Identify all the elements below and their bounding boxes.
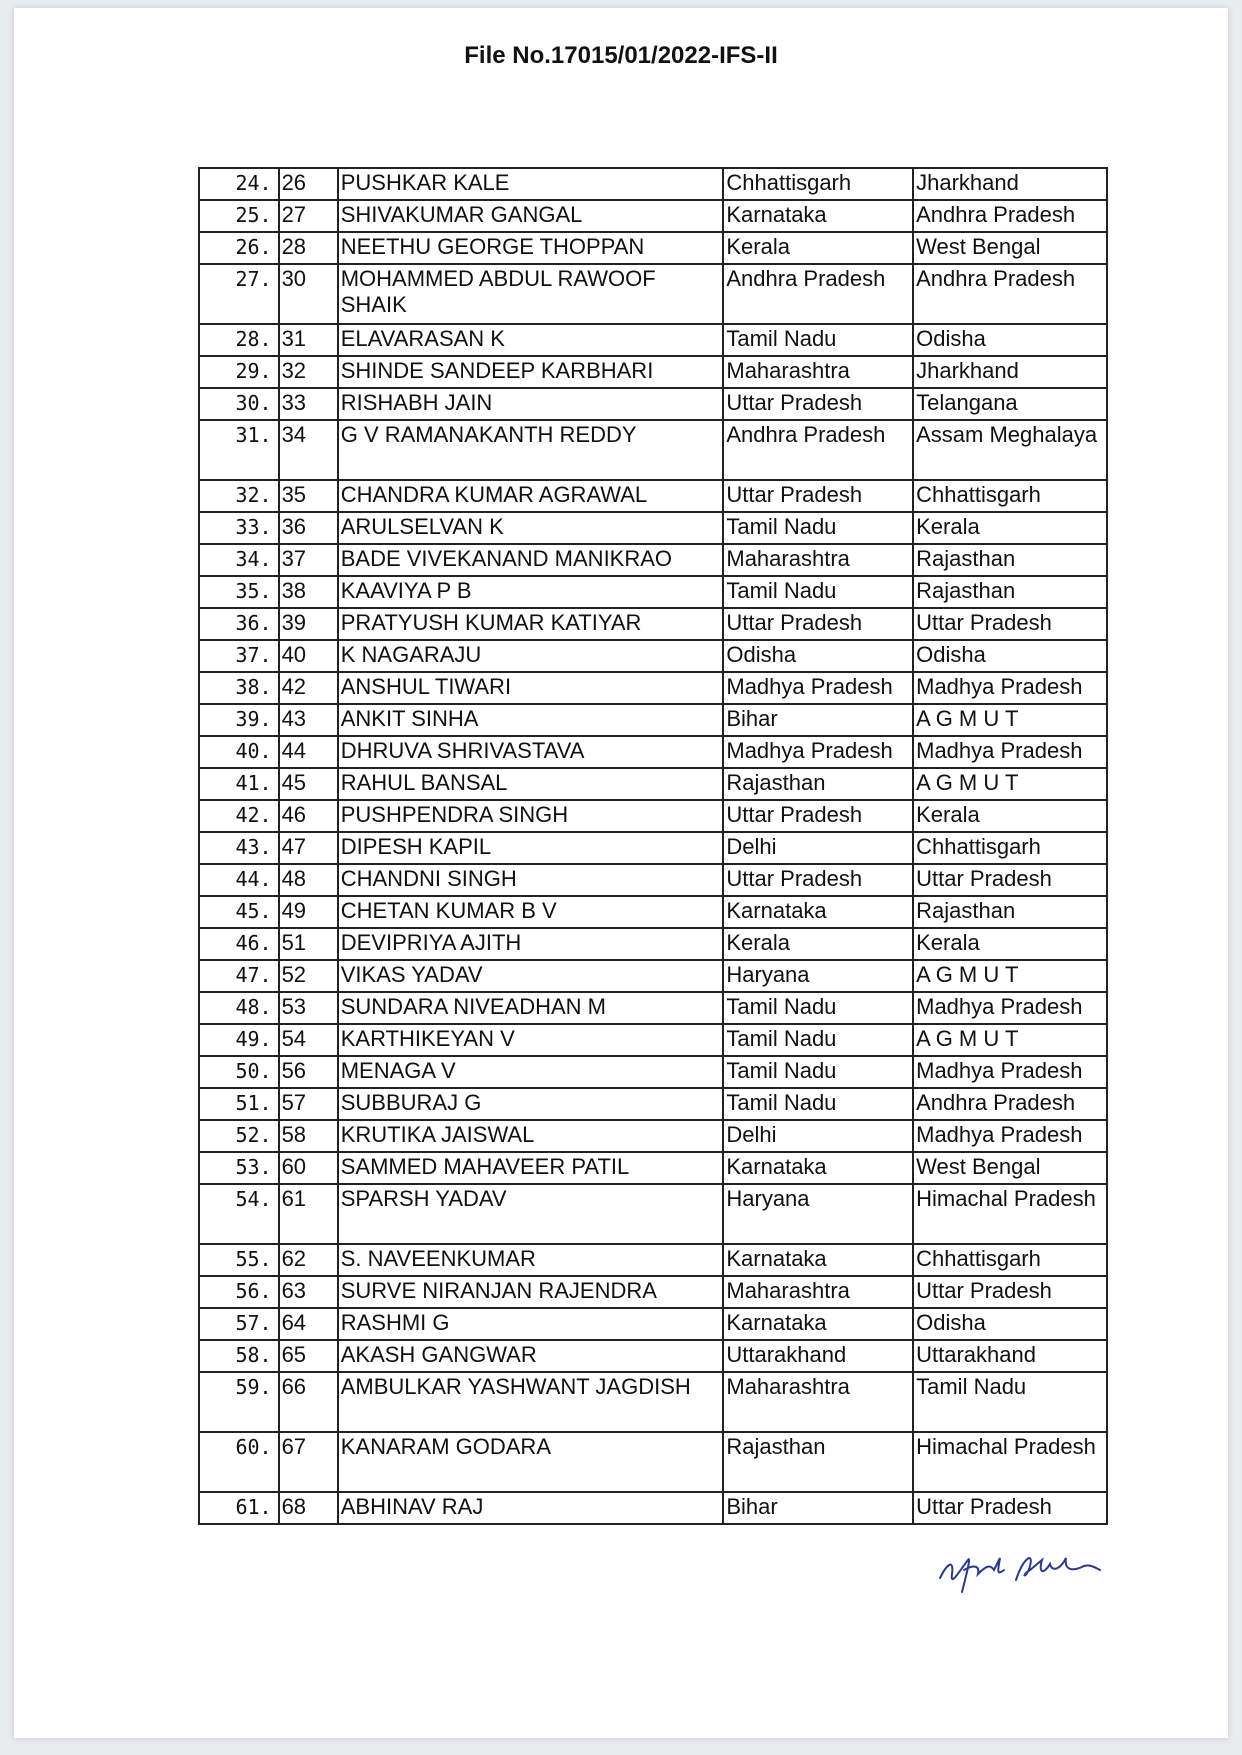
table-row — [199, 672, 1107, 704]
table-row — [199, 264, 1107, 324]
table-row — [199, 480, 1107, 512]
allocated-cadre-cell: A G M U T — [913, 704, 1107, 736]
serial-number-cell: 25. — [199, 200, 279, 232]
home-state-cell: Tamil Nadu — [723, 1024, 913, 1056]
table-row — [199, 704, 1107, 736]
serial-number-cell: 48. — [199, 992, 279, 1024]
home-state-cell: Maharashtra — [723, 1372, 913, 1432]
allocated-cadre-cell: A G M U T — [913, 768, 1107, 800]
table-row — [199, 1244, 1107, 1276]
candidate-name-cell: G V RAMANAKANTH REDDY — [338, 420, 724, 480]
table-row — [199, 928, 1107, 960]
candidate-name-cell: ANKIT SINHA — [338, 704, 724, 736]
home-state-cell: Andhra Pradesh — [723, 420, 913, 480]
allocated-cadre-cell: West Bengal — [913, 1152, 1107, 1184]
home-state-cell: Karnataka — [723, 1152, 913, 1184]
allocated-cadre-cell: Madhya Pradesh — [913, 992, 1107, 1024]
home-state-cell: Maharashtra — [723, 356, 913, 388]
candidate-name-cell: SAMMED MAHAVEER PATIL — [338, 1152, 724, 1184]
allocated-cadre-cell: Telangana — [913, 388, 1107, 420]
rank-cell: 60 — [279, 1152, 338, 1184]
table-row — [199, 1432, 1107, 1492]
serial-number-cell: 40. — [199, 736, 279, 768]
rank-cell: 38 — [279, 576, 338, 608]
rank-cell: 53 — [279, 992, 338, 1024]
file-number-heading: File No.17015/01/2022-IFS-II — [464, 42, 778, 69]
candidate-name-cell: ANSHUL TIWARI — [338, 672, 724, 704]
allocated-cadre-cell: Madhya Pradesh — [913, 672, 1107, 704]
rank-cell: 63 — [279, 1276, 338, 1308]
allocation-table-body — [199, 168, 1107, 1524]
candidate-name-cell: ARULSELVAN K — [338, 512, 724, 544]
rank-cell: 31 — [279, 324, 338, 356]
allocated-cadre-cell: Kerala — [913, 928, 1107, 960]
rank-cell: 52 — [279, 960, 338, 992]
allocated-cadre-cell: Madhya Pradesh — [913, 1120, 1107, 1152]
rank-cell: 32 — [279, 356, 338, 388]
rank-cell: 54 — [279, 1024, 338, 1056]
candidate-name-cell: KRUTIKA JAISWAL — [338, 1120, 724, 1152]
home-state-cell: Kerala — [723, 928, 913, 960]
candidate-name-cell: NEETHU GEORGE THOPPAN — [338, 232, 724, 264]
serial-number-cell: 38. — [199, 672, 279, 704]
candidate-name-cell: RISHABH JAIN — [338, 388, 724, 420]
serial-number-cell: 46. — [199, 928, 279, 960]
candidate-name-cell: SHINDE SANDEEP KARBHARI — [338, 356, 724, 388]
serial-number-cell: 60. — [199, 1432, 279, 1492]
table-row — [199, 640, 1107, 672]
serial-number-cell: 53. — [199, 1152, 279, 1184]
rank-cell: 28 — [279, 232, 338, 264]
candidate-name-cell: RASHMI G — [338, 1308, 724, 1340]
table-row — [199, 420, 1107, 480]
allocated-cadre-cell: Chhattisgarh — [913, 832, 1107, 864]
candidate-name-cell: DIPESH KAPIL — [338, 832, 724, 864]
home-state-cell: Tamil Nadu — [723, 1056, 913, 1088]
allocated-cadre-cell: Odisha — [913, 324, 1107, 356]
home-state-cell: Uttar Pradesh — [723, 608, 913, 640]
home-state-cell: Uttar Pradesh — [723, 864, 913, 896]
home-state-cell: Delhi — [723, 832, 913, 864]
candidate-name-cell: RAHUL BANSAL — [338, 768, 724, 800]
home-state-cell: Haryana — [723, 960, 913, 992]
handwritten-signature — [934, 1540, 1104, 1594]
allocated-cadre-cell: Assam Meghalaya — [913, 420, 1107, 480]
table-row — [199, 1024, 1107, 1056]
serial-number-cell: 42. — [199, 800, 279, 832]
table-row — [199, 736, 1107, 768]
rank-cell: 64 — [279, 1308, 338, 1340]
home-state-cell: Karnataka — [723, 1308, 913, 1340]
table-row — [199, 1088, 1107, 1120]
table-row — [199, 864, 1107, 896]
candidate-name-cell: CHANDRA KUMAR AGRAWAL — [338, 480, 724, 512]
allocated-cadre-cell: Uttar Pradesh — [913, 1492, 1107, 1524]
serial-number-cell: 24. — [199, 168, 279, 200]
serial-number-cell: 58. — [199, 1340, 279, 1372]
rank-cell: 65 — [279, 1340, 338, 1372]
home-state-cell: Rajasthan — [723, 768, 913, 800]
allocated-cadre-cell: Madhya Pradesh — [913, 1056, 1107, 1088]
table-row — [199, 512, 1107, 544]
rank-cell: 51 — [279, 928, 338, 960]
serial-number-cell: 29. — [199, 356, 279, 388]
serial-number-cell: 36. — [199, 608, 279, 640]
rank-cell: 46 — [279, 800, 338, 832]
allocated-cadre-cell: A G M U T — [913, 1024, 1107, 1056]
rank-cell: 48 — [279, 864, 338, 896]
rank-cell: 37 — [279, 544, 338, 576]
serial-number-cell: 27. — [199, 264, 279, 324]
candidate-name-cell: ABHINAV RAJ — [338, 1492, 724, 1524]
allocated-cadre-cell: A G M U T — [913, 960, 1107, 992]
rank-cell: 67 — [279, 1432, 338, 1492]
home-state-cell: Maharashtra — [723, 1276, 913, 1308]
table-row — [199, 1372, 1107, 1432]
rank-cell: 44 — [279, 736, 338, 768]
serial-number-cell: 52. — [199, 1120, 279, 1152]
allocated-cadre-cell: Andhra Pradesh — [913, 200, 1107, 232]
allocated-cadre-cell: Himachal Pradesh — [913, 1432, 1107, 1492]
serial-number-cell: 41. — [199, 768, 279, 800]
candidate-name-cell: CHETAN KUMAR B V — [338, 896, 724, 928]
candidate-name-cell: PRATYUSH KUMAR KATIYAR — [338, 608, 724, 640]
table-row — [199, 544, 1107, 576]
rank-cell: 42 — [279, 672, 338, 704]
home-state-cell: Delhi — [723, 1120, 913, 1152]
allocation-table — [198, 167, 1108, 1525]
candidate-name-cell: DEVIPRIYA AJITH — [338, 928, 724, 960]
serial-number-cell: 28. — [199, 324, 279, 356]
rank-cell: 35 — [279, 480, 338, 512]
home-state-cell: Uttar Pradesh — [723, 480, 913, 512]
allocated-cadre-cell: Rajasthan — [913, 544, 1107, 576]
candidate-name-cell: KARTHIKEYAN V — [338, 1024, 724, 1056]
rank-cell: 68 — [279, 1492, 338, 1524]
allocated-cadre-cell: Uttar Pradesh — [913, 864, 1107, 896]
home-state-cell: Maharashtra — [723, 544, 913, 576]
rank-cell: 40 — [279, 640, 338, 672]
home-state-cell: Tamil Nadu — [723, 1088, 913, 1120]
serial-number-cell: 59. — [199, 1372, 279, 1432]
candidate-name-cell: SPARSH YADAV — [338, 1184, 724, 1244]
table-row — [199, 608, 1107, 640]
allocated-cadre-cell: Tamil Nadu — [913, 1372, 1107, 1432]
home-state-cell: Rajasthan — [723, 1432, 913, 1492]
home-state-cell: Bihar — [723, 704, 913, 736]
home-state-cell: Karnataka — [723, 1244, 913, 1276]
allocated-cadre-cell: Uttar Pradesh — [913, 1276, 1107, 1308]
serial-number-cell: 49. — [199, 1024, 279, 1056]
allocated-cadre-cell: Kerala — [913, 800, 1107, 832]
home-state-cell: Karnataka — [723, 200, 913, 232]
serial-number-cell: 51. — [199, 1088, 279, 1120]
serial-number-cell: 31. — [199, 420, 279, 480]
allocated-cadre-cell: Jharkhand — [913, 356, 1107, 388]
candidate-name-cell: ELAVARASAN K — [338, 324, 724, 356]
serial-number-cell: 32. — [199, 480, 279, 512]
rank-cell: 66 — [279, 1372, 338, 1432]
allocated-cadre-cell: Uttarakhand — [913, 1340, 1107, 1372]
allocated-cadre-cell: Andhra Pradesh — [913, 264, 1107, 324]
allocated-cadre-cell: Andhra Pradesh — [913, 1088, 1107, 1120]
serial-number-cell: 57. — [199, 1308, 279, 1340]
candidate-name-cell: MENAGA V — [338, 1056, 724, 1088]
candidate-name-cell: S. NAVEENKUMAR — [338, 1244, 724, 1276]
candidate-name-cell: PUSHPENDRA SINGH — [338, 800, 724, 832]
rank-cell: 33 — [279, 388, 338, 420]
allocated-cadre-cell: Chhattisgarh — [913, 480, 1107, 512]
table-row — [199, 768, 1107, 800]
home-state-cell: Uttar Pradesh — [723, 388, 913, 420]
home-state-cell: Uttarakhand — [723, 1340, 913, 1372]
rank-cell: 26 — [279, 168, 338, 200]
serial-number-cell: 34. — [199, 544, 279, 576]
candidate-name-cell: CHANDNI SINGH — [338, 864, 724, 896]
home-state-cell: Uttar Pradesh — [723, 800, 913, 832]
candidate-name-cell: BADE VIVEKANAND MANIKRAO — [338, 544, 724, 576]
home-state-cell: Andhra Pradesh — [723, 264, 913, 324]
document-page — [14, 8, 1228, 1738]
home-state-cell: Tamil Nadu — [723, 992, 913, 1024]
home-state-cell: Kerala — [723, 232, 913, 264]
rank-cell: 57 — [279, 1088, 338, 1120]
candidate-name-cell: SHIVAKUMAR GANGAL — [338, 200, 724, 232]
candidate-name-cell: KANARAM GODARA — [338, 1432, 724, 1492]
allocated-cadre-cell: Rajasthan — [913, 896, 1107, 928]
table-row — [199, 324, 1107, 356]
rank-cell: 36 — [279, 512, 338, 544]
candidate-name-cell: MOHAMMED ABDUL RAWOOF SHAIK — [338, 264, 724, 324]
candidate-name-cell: VIKAS YADAV — [338, 960, 724, 992]
serial-number-cell: 26. — [199, 232, 279, 264]
home-state-cell: Chhattisgarh — [723, 168, 913, 200]
allocated-cadre-cell: Uttar Pradesh — [913, 608, 1107, 640]
serial-number-cell: 39. — [199, 704, 279, 736]
serial-number-cell: 47. — [199, 960, 279, 992]
rank-cell: 61 — [279, 1184, 338, 1244]
allocated-cadre-cell: Madhya Pradesh — [913, 736, 1107, 768]
table-row — [199, 1308, 1107, 1340]
rank-cell: 43 — [279, 704, 338, 736]
candidate-name-cell: SUBBURAJ G — [338, 1088, 724, 1120]
table-row — [199, 832, 1107, 864]
allocated-cadre-cell: Chhattisgarh — [913, 1244, 1107, 1276]
home-state-cell: Karnataka — [723, 896, 913, 928]
table-row — [199, 232, 1107, 264]
serial-number-cell: 50. — [199, 1056, 279, 1088]
allocated-cadre-cell: Kerala — [913, 512, 1107, 544]
serial-number-cell: 33. — [199, 512, 279, 544]
rank-cell: 34 — [279, 420, 338, 480]
serial-number-cell: 56. — [199, 1276, 279, 1308]
candidate-name-cell: SUNDARA NIVEADHAN M — [338, 992, 724, 1024]
table-row — [199, 1276, 1107, 1308]
rank-cell: 30 — [279, 264, 338, 324]
serial-number-cell: 55. — [199, 1244, 279, 1276]
table-row — [199, 992, 1107, 1024]
rank-cell: 39 — [279, 608, 338, 640]
serial-number-cell: 44. — [199, 864, 279, 896]
table-row — [199, 960, 1107, 992]
candidate-name-cell: KAAVIYA P B — [338, 576, 724, 608]
home-state-cell: Madhya Pradesh — [723, 672, 913, 704]
rank-cell: 58 — [279, 1120, 338, 1152]
allocated-cadre-cell: Rajasthan — [913, 576, 1107, 608]
candidate-name-cell: K NAGARAJU — [338, 640, 724, 672]
table-row — [199, 896, 1107, 928]
serial-number-cell: 35. — [199, 576, 279, 608]
table-row — [199, 1492, 1107, 1524]
allocated-cadre-cell: Himachal Pradesh — [913, 1184, 1107, 1244]
home-state-cell: Odisha — [723, 640, 913, 672]
table-row — [199, 388, 1107, 420]
rank-cell: 47 — [279, 832, 338, 864]
rank-cell: 45 — [279, 768, 338, 800]
allocated-cadre-cell: Jharkhand — [913, 168, 1107, 200]
table-row — [199, 356, 1107, 388]
table-row — [199, 1120, 1107, 1152]
allocated-cadre-cell: West Bengal — [913, 232, 1107, 264]
rank-cell: 49 — [279, 896, 338, 928]
serial-number-cell: 30. — [199, 388, 279, 420]
candidate-name-cell: DHRUVA SHRIVASTAVA — [338, 736, 724, 768]
allocated-cadre-cell: Odisha — [913, 1308, 1107, 1340]
candidate-name-cell: AMBULKAR YASHWANT JAGDISH — [338, 1372, 724, 1432]
home-state-cell: Tamil Nadu — [723, 324, 913, 356]
serial-number-cell: 37. — [199, 640, 279, 672]
serial-number-cell: 45. — [199, 896, 279, 928]
rank-cell: 27 — [279, 200, 338, 232]
table-row — [199, 800, 1107, 832]
serial-number-cell: 43. — [199, 832, 279, 864]
rank-cell: 56 — [279, 1056, 338, 1088]
table-row — [199, 1184, 1107, 1244]
table-row — [199, 200, 1107, 232]
home-state-cell: Haryana — [723, 1184, 913, 1244]
table-row — [199, 576, 1107, 608]
candidate-name-cell: AKASH GANGWAR — [338, 1340, 724, 1372]
home-state-cell: Tamil Nadu — [723, 576, 913, 608]
table-row — [199, 1340, 1107, 1372]
table-row — [199, 1056, 1107, 1088]
allocated-cadre-cell: Odisha — [913, 640, 1107, 672]
home-state-cell: Tamil Nadu — [723, 512, 913, 544]
table-row — [199, 168, 1107, 200]
home-state-cell: Madhya Pradesh — [723, 736, 913, 768]
serial-number-cell: 61. — [199, 1492, 279, 1524]
home-state-cell: Bihar — [723, 1492, 913, 1524]
candidate-name-cell: SURVE NIRANJAN RAJENDRA — [338, 1276, 724, 1308]
table-row — [199, 1152, 1107, 1184]
candidate-name-cell: PUSHKAR KALE — [338, 168, 724, 200]
rank-cell: 62 — [279, 1244, 338, 1276]
serial-number-cell: 54. — [199, 1184, 279, 1244]
